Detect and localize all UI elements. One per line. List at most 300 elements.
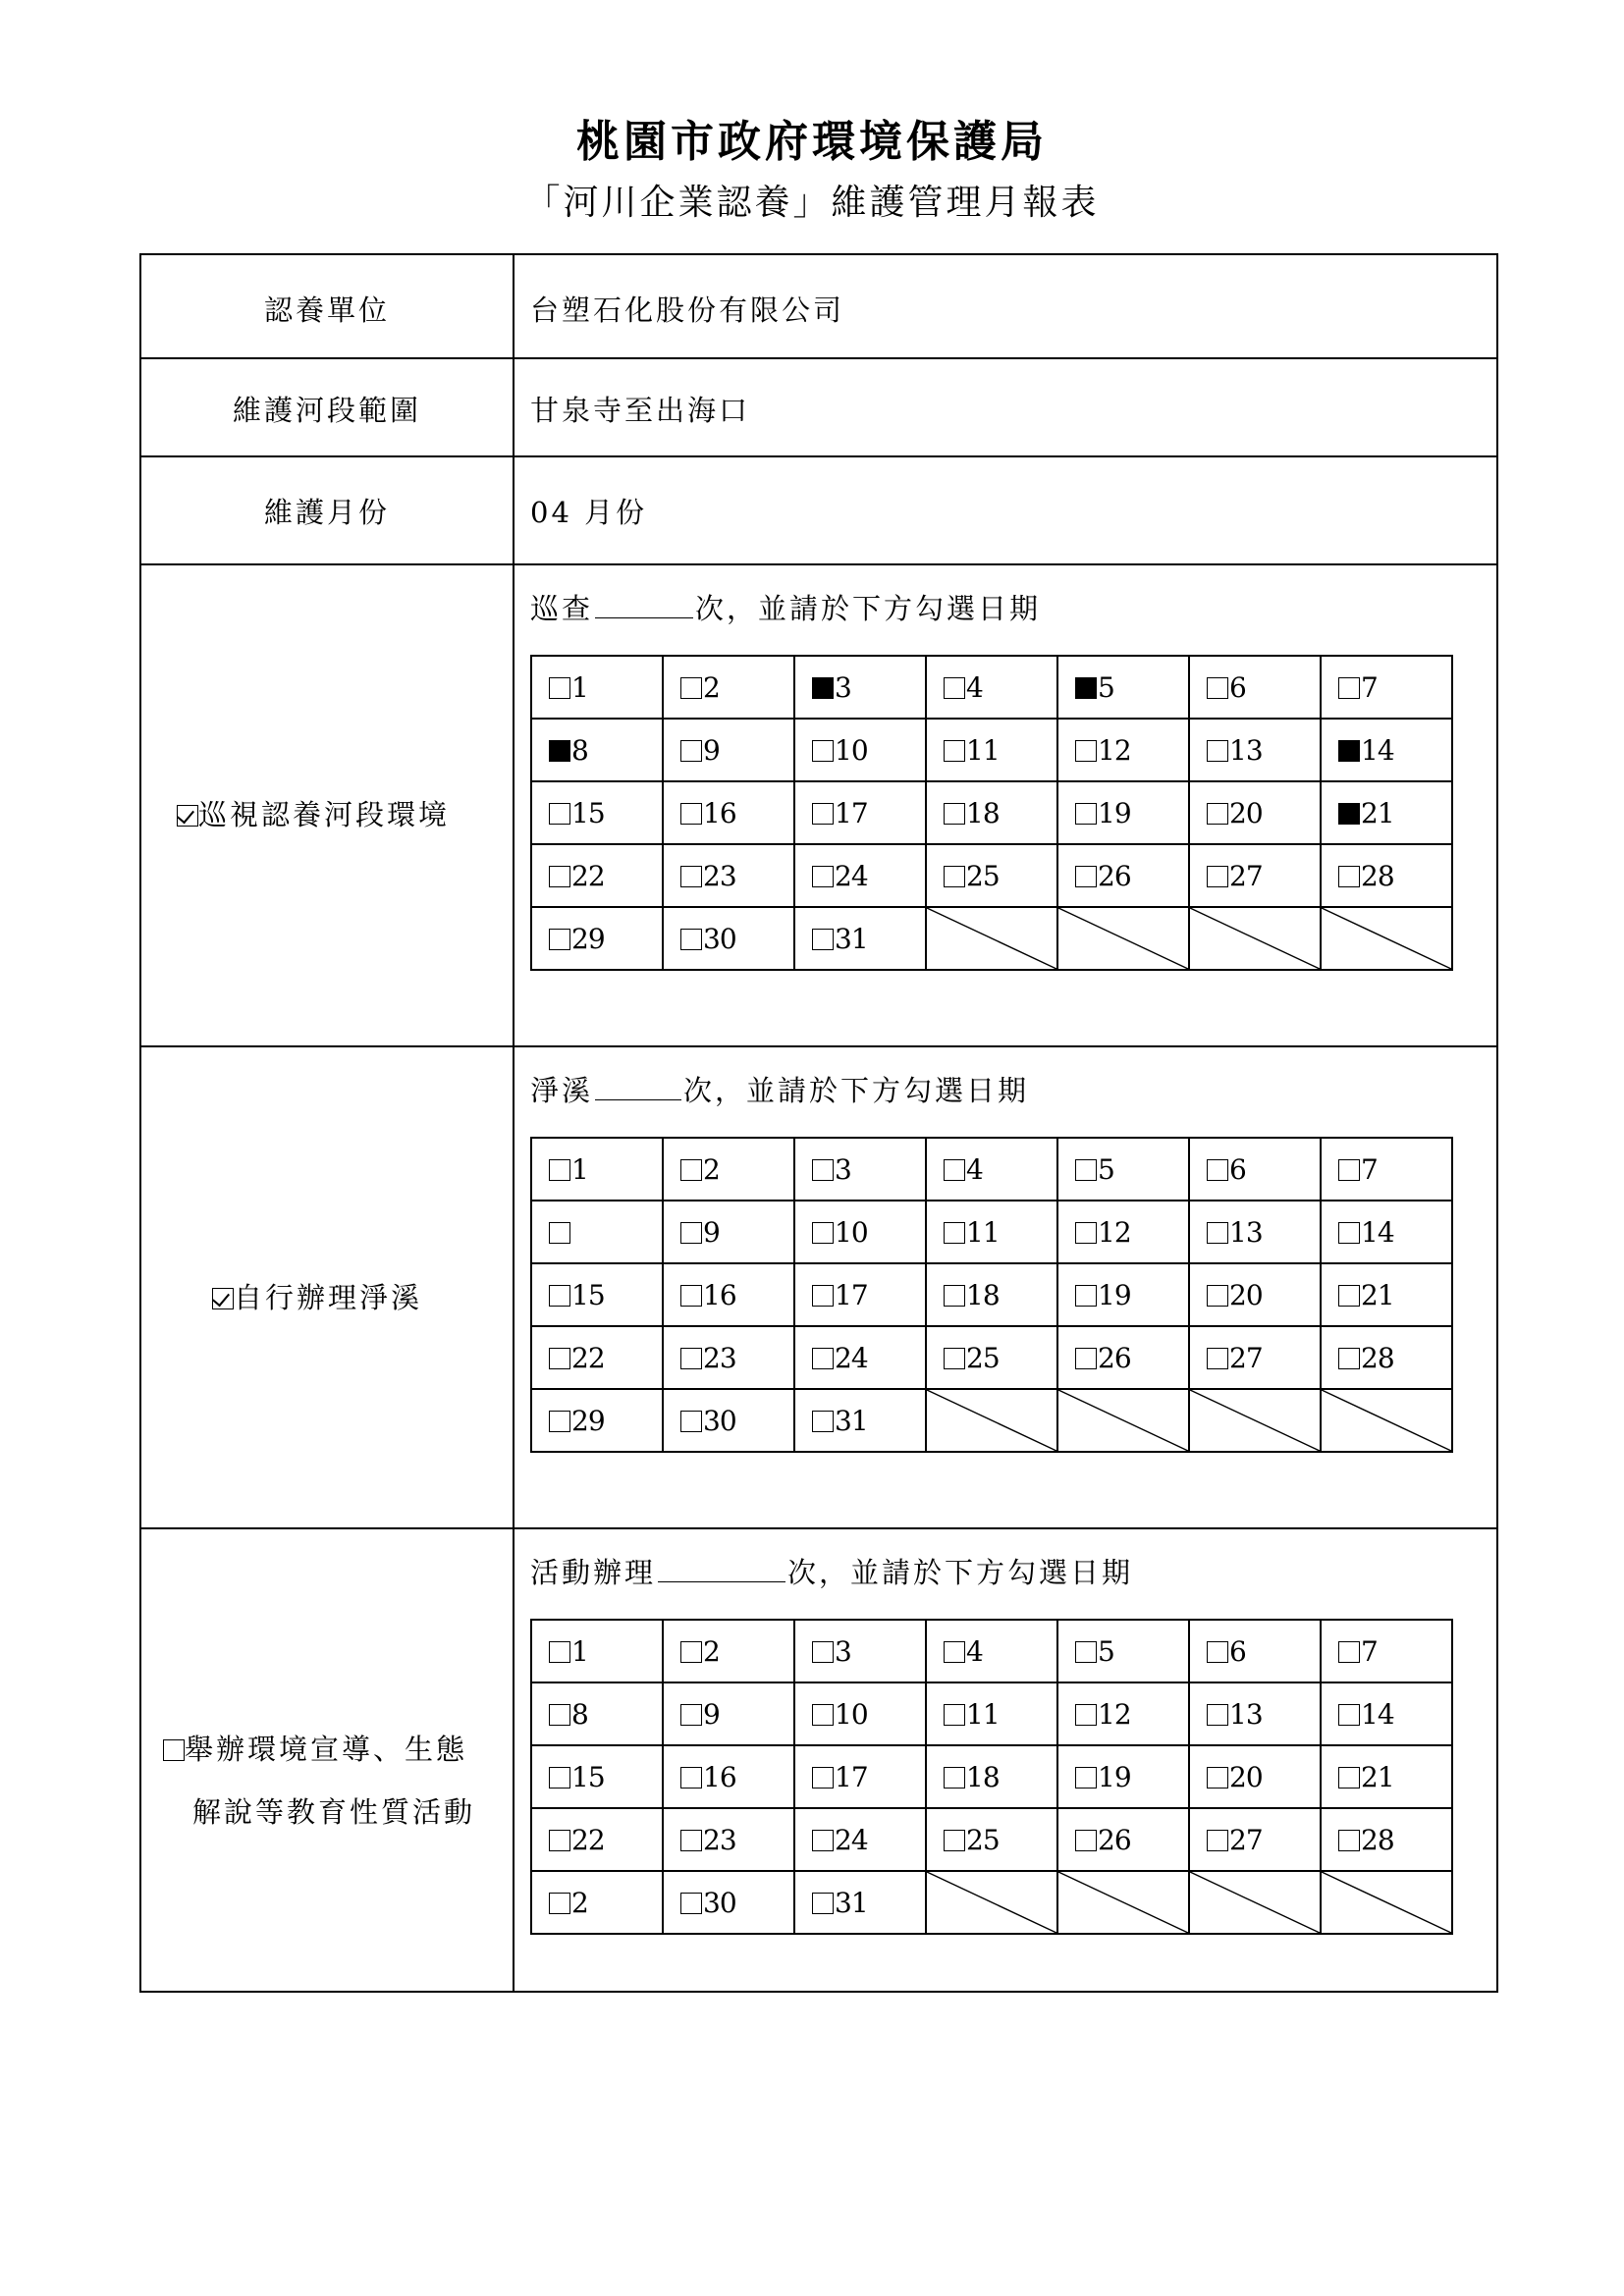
cleanup-instruction-prefix: 淨溪 xyxy=(530,1074,594,1107)
day-checkbox[interactable] xyxy=(1207,677,1228,699)
day-cell[interactable] xyxy=(663,1263,794,1326)
day-checkbox[interactable] xyxy=(812,677,834,699)
day-number: 10 xyxy=(835,1215,868,1249)
day-cell[interactable] xyxy=(794,1138,926,1201)
day-cell[interactable] xyxy=(531,1682,663,1745)
day-checkbox[interactable] xyxy=(944,1348,965,1369)
day-checkbox[interactable] xyxy=(944,677,965,699)
day-checkbox[interactable] xyxy=(1075,1285,1097,1307)
day-cell[interactable] xyxy=(1189,656,1321,719)
day-cell[interactable] xyxy=(663,1201,794,1263)
day-number: 15 xyxy=(571,1760,605,1793)
day-cell[interactable] xyxy=(531,844,663,907)
patrol-instruction-prefix: 巡查 xyxy=(530,592,594,625)
day-number: 19 xyxy=(1098,1278,1131,1311)
day-number: 1 xyxy=(571,1634,588,1668)
day-checkbox[interactable] xyxy=(549,740,570,762)
day-number: 29 xyxy=(571,1404,605,1437)
day-cell[interactable] xyxy=(926,1808,1057,1871)
day-cell[interactable] xyxy=(1057,1620,1189,1682)
day-cell[interactable] xyxy=(1057,1682,1189,1745)
day-number: 20 xyxy=(1229,796,1263,829)
day-checkbox[interactable] xyxy=(1207,803,1228,825)
day-cell[interactable] xyxy=(1321,1201,1452,1263)
day-cell[interactable] xyxy=(663,1682,794,1745)
day-checkbox[interactable] xyxy=(1338,1222,1360,1244)
day-cell[interactable] xyxy=(926,1138,1057,1201)
day-cell[interactable] xyxy=(1057,844,1189,907)
day-number: 17 xyxy=(835,1760,868,1793)
day-checkbox[interactable] xyxy=(1207,1830,1228,1851)
day-checkbox[interactable] xyxy=(944,1767,965,1789)
day-checkbox[interactable] xyxy=(1207,1222,1228,1244)
day-checkbox[interactable] xyxy=(1338,1641,1360,1663)
day-cell[interactable] xyxy=(1057,1745,1189,1808)
day-checkbox[interactable] xyxy=(1207,1704,1228,1726)
day-cell[interactable] xyxy=(794,1201,926,1263)
day-checkbox[interactable] xyxy=(1207,866,1228,887)
day-cell[interactable] xyxy=(663,1389,794,1452)
day-checkbox[interactable] xyxy=(680,803,702,825)
day-checkbox[interactable] xyxy=(549,1830,570,1851)
day-cell[interactable] xyxy=(1189,781,1321,844)
day-number: 31 xyxy=(835,1886,868,1919)
day-grid-row xyxy=(531,907,1452,970)
activity-count-field[interactable] xyxy=(658,1560,785,1582)
activity-section-title-line1: 舉辦環境宣導、生態 xyxy=(185,1733,468,1766)
day-checkbox[interactable] xyxy=(1338,1704,1360,1726)
day-cell[interactable] xyxy=(531,719,663,781)
day-grid-row xyxy=(531,1808,1452,1871)
day-number: 4 xyxy=(966,1634,983,1668)
day-checkbox[interactable] xyxy=(1207,1285,1228,1307)
day-checkbox[interactable] xyxy=(1338,740,1360,762)
day-cell[interactable] xyxy=(1321,781,1452,844)
activity-section-checkbox[interactable] xyxy=(163,1739,185,1761)
day-checkbox[interactable] xyxy=(549,803,570,825)
day-number: 3 xyxy=(835,670,851,704)
day-checkbox[interactable] xyxy=(812,1159,834,1181)
cleanup-section-checkbox[interactable] xyxy=(212,1288,234,1309)
day-checkbox[interactable] xyxy=(1207,1159,1228,1181)
cleanup-count-field[interactable] xyxy=(595,1078,681,1100)
day-cell[interactable] xyxy=(794,1263,926,1326)
day-number: 26 xyxy=(1098,859,1131,892)
day-checkbox[interactable] xyxy=(1075,1348,1097,1369)
empty-day-cell xyxy=(926,1871,1057,1934)
day-cell[interactable] xyxy=(663,1871,794,1934)
empty-day-cell xyxy=(1321,1389,1452,1452)
day-number: 5 xyxy=(1098,1634,1114,1668)
day-cell[interactable] xyxy=(794,1620,926,1682)
day-cell[interactable] xyxy=(926,1326,1057,1389)
empty-day-cell xyxy=(1057,1871,1189,1934)
day-checkbox[interactable] xyxy=(680,1285,702,1307)
day-number: 27 xyxy=(1229,1823,1263,1856)
cleanup-instruction-suffix: 次，並請於下方勾選日期 xyxy=(683,1074,1030,1107)
day-checkbox[interactable] xyxy=(1207,1641,1228,1663)
day-checkbox[interactable] xyxy=(549,1893,570,1914)
day-checkbox[interactable] xyxy=(812,1830,834,1851)
day-number: 7 xyxy=(1361,1634,1378,1668)
day-cell[interactable] xyxy=(531,1326,663,1389)
day-checkbox[interactable] xyxy=(812,929,834,950)
day-cell[interactable] xyxy=(531,1389,663,1452)
day-number: 13 xyxy=(1229,1697,1263,1731)
patrol-count-field[interactable] xyxy=(595,596,693,618)
diagonal-slash xyxy=(1322,1872,1451,1933)
day-number: 10 xyxy=(835,1697,868,1731)
day-grid-row xyxy=(531,719,1452,781)
day-number: 11 xyxy=(966,1697,1000,1731)
day-checkbox[interactable] xyxy=(1075,1767,1097,1789)
day-checkbox[interactable] xyxy=(1075,1830,1097,1851)
day-cell[interactable] xyxy=(926,656,1057,719)
day-number: 13 xyxy=(1229,1215,1263,1249)
day-checkbox[interactable] xyxy=(812,1222,834,1244)
day-checkbox[interactable] xyxy=(944,1285,965,1307)
day-cell[interactable] xyxy=(663,1138,794,1201)
day-checkbox[interactable] xyxy=(1338,866,1360,887)
day-number: 7 xyxy=(1361,670,1378,704)
day-checkbox[interactable] xyxy=(1338,677,1360,699)
day-checkbox[interactable] xyxy=(680,1411,702,1432)
day-cell[interactable] xyxy=(1057,1201,1189,1263)
day-cell[interactable] xyxy=(926,1745,1057,1808)
day-cell[interactable] xyxy=(1189,1808,1321,1871)
day-checkbox[interactable] xyxy=(680,740,702,762)
day-cell[interactable] xyxy=(663,844,794,907)
day-checkbox[interactable] xyxy=(1207,1348,1228,1369)
diagonal-slash xyxy=(927,908,1056,969)
day-number: 23 xyxy=(703,1823,736,1856)
day-number: 25 xyxy=(966,1341,1000,1374)
diagonal-slash xyxy=(1058,1872,1188,1933)
day-cell[interactable] xyxy=(663,1745,794,1808)
row-divider xyxy=(141,563,1496,565)
day-checkbox[interactable] xyxy=(549,1222,570,1244)
empty-day-cell xyxy=(1189,1389,1321,1452)
adopter-label: 認養單位 xyxy=(263,294,390,327)
day-checkbox[interactable] xyxy=(1338,1830,1360,1851)
day-number: 21 xyxy=(1361,1278,1394,1311)
day-checkbox[interactable] xyxy=(944,1159,965,1181)
day-checkbox[interactable] xyxy=(944,1704,965,1726)
day-number: 31 xyxy=(835,1404,868,1437)
day-checkbox[interactable] xyxy=(1075,1704,1097,1726)
empty-day-cell xyxy=(926,1389,1057,1452)
day-checkbox[interactable] xyxy=(944,866,965,887)
day-cell[interactable] xyxy=(926,1682,1057,1745)
day-checkbox[interactable] xyxy=(680,1641,702,1663)
day-cell[interactable] xyxy=(663,781,794,844)
day-number: 11 xyxy=(966,1215,1000,1249)
activity-day-grid xyxy=(530,1619,1453,1935)
day-checkbox[interactable] xyxy=(944,1830,965,1851)
diagonal-slash xyxy=(1190,1390,1320,1451)
day-number: 9 xyxy=(703,733,720,767)
day-number: 2 xyxy=(703,1152,720,1186)
day-number: 24 xyxy=(835,1823,868,1856)
day-cell[interactable] xyxy=(926,1620,1057,1682)
day-cell[interactable] xyxy=(794,1871,926,1934)
day-cell[interactable] xyxy=(794,1682,926,1745)
day-cell[interactable] xyxy=(1321,1138,1452,1201)
day-cell[interactable] xyxy=(1189,1620,1321,1682)
day-cell[interactable] xyxy=(1189,1682,1321,1745)
day-checkbox[interactable] xyxy=(1338,1348,1360,1369)
patrol-instruction xyxy=(530,587,1041,627)
day-checkbox[interactable] xyxy=(1338,1285,1360,1307)
day-cell[interactable] xyxy=(663,1326,794,1389)
day-cell[interactable] xyxy=(663,907,794,970)
day-number: 9 xyxy=(703,1215,720,1249)
day-number: 5 xyxy=(1098,1152,1114,1186)
day-checkbox[interactable] xyxy=(680,1159,702,1181)
day-number: 23 xyxy=(703,859,736,892)
day-checkbox[interactable] xyxy=(680,866,702,887)
activity-section-title-line2: 解說等教育性質活動 xyxy=(192,1795,476,1829)
day-cell[interactable] xyxy=(1321,1745,1452,1808)
day-number: 18 xyxy=(966,796,1000,829)
day-checkbox[interactable] xyxy=(1207,1767,1228,1789)
day-cell[interactable] xyxy=(531,1620,663,1682)
day-checkbox[interactable] xyxy=(944,1641,965,1663)
day-cell[interactable] xyxy=(663,719,794,781)
day-cell[interactable] xyxy=(1189,844,1321,907)
day-cell[interactable] xyxy=(794,1326,926,1389)
day-cell[interactable] xyxy=(1321,1682,1452,1745)
empty-day-cell xyxy=(1321,1871,1452,1934)
day-cell[interactable] xyxy=(1057,1808,1189,1871)
day-number: 23 xyxy=(703,1341,736,1374)
day-checkbox[interactable] xyxy=(549,1641,570,1663)
day-grid-row xyxy=(531,1326,1452,1389)
day-checkbox[interactable] xyxy=(1075,1222,1097,1244)
day-cell[interactable] xyxy=(1057,719,1189,781)
day-checkbox[interactable] xyxy=(1075,1159,1097,1181)
day-number: 18 xyxy=(966,1760,1000,1793)
day-number: 27 xyxy=(1229,1341,1263,1374)
day-cell[interactable] xyxy=(794,1389,926,1452)
day-checkbox[interactable] xyxy=(812,1767,834,1789)
day-cell[interactable] xyxy=(531,1138,663,1201)
empty-day-cell xyxy=(1321,907,1452,970)
day-cell[interactable] xyxy=(531,781,663,844)
day-checkbox[interactable] xyxy=(680,1704,702,1726)
diagonal-slash xyxy=(1190,908,1320,969)
day-checkbox[interactable] xyxy=(549,1704,570,1726)
day-cell[interactable] xyxy=(1189,1745,1321,1808)
page-title: 桃園市政府環境保護局 xyxy=(576,117,1048,167)
day-number: 11 xyxy=(966,733,1000,767)
day-cell[interactable] xyxy=(1189,719,1321,781)
day-cell[interactable] xyxy=(1057,1263,1189,1326)
day-checkbox[interactable] xyxy=(680,1767,702,1789)
day-cell[interactable] xyxy=(1057,656,1189,719)
day-checkbox[interactable] xyxy=(812,1704,834,1726)
day-number: 14 xyxy=(1361,1215,1394,1249)
day-cell[interactable] xyxy=(1321,656,1452,719)
day-number: 31 xyxy=(835,922,868,955)
day-checkbox[interactable] xyxy=(549,1159,570,1181)
day-number: 1 xyxy=(571,1152,588,1186)
day-number: 5 xyxy=(1098,670,1114,704)
day-number: 25 xyxy=(966,859,1000,892)
day-number: 28 xyxy=(1361,859,1394,892)
diagonal-slash xyxy=(1190,1872,1320,1933)
day-checkbox[interactable] xyxy=(549,1285,570,1307)
day-checkbox[interactable] xyxy=(812,1285,834,1307)
diagonal-slash xyxy=(927,1390,1056,1451)
day-cell[interactable] xyxy=(926,781,1057,844)
activity-instruction-suffix: 次，並請於下方勾選日期 xyxy=(787,1556,1134,1589)
day-checkbox[interactable] xyxy=(812,740,834,762)
day-number: 2 xyxy=(703,670,720,704)
row-divider xyxy=(141,357,1496,359)
day-cell[interactable] xyxy=(1321,1808,1452,1871)
day-cell[interactable] xyxy=(663,1620,794,1682)
day-number: 14 xyxy=(1361,1697,1394,1731)
day-number: 2 xyxy=(571,1886,588,1919)
day-cell[interactable] xyxy=(926,1263,1057,1326)
day-cell[interactable] xyxy=(531,907,663,970)
day-grid-row xyxy=(531,781,1452,844)
day-checkbox[interactable] xyxy=(680,929,702,950)
day-checkbox[interactable] xyxy=(944,1222,965,1244)
day-number: 22 xyxy=(571,1823,605,1856)
day-cell[interactable] xyxy=(1189,1263,1321,1326)
day-checkbox[interactable] xyxy=(549,677,570,699)
day-number: 14 xyxy=(1361,733,1394,767)
day-cell[interactable] xyxy=(794,844,926,907)
day-cell[interactable] xyxy=(1189,1201,1321,1263)
day-cell[interactable] xyxy=(794,656,926,719)
diagonal-slash xyxy=(927,1872,1056,1933)
day-number: 12 xyxy=(1098,733,1131,767)
row-divider xyxy=(141,1045,1496,1047)
empty-day-cell xyxy=(1189,1871,1321,1934)
month-label: 維護月份 xyxy=(263,496,390,529)
day-checkbox[interactable] xyxy=(680,1893,702,1914)
day-cell[interactable] xyxy=(794,907,926,970)
empty-day-cell xyxy=(1057,1389,1189,1452)
day-checkbox[interactable] xyxy=(812,866,834,887)
day-checkbox[interactable] xyxy=(1207,740,1228,762)
day-cell[interactable] xyxy=(1057,781,1189,844)
day-cell[interactable] xyxy=(926,844,1057,907)
day-cell[interactable] xyxy=(531,1201,663,1263)
day-checkbox[interactable] xyxy=(549,866,570,887)
day-cell[interactable] xyxy=(794,1745,926,1808)
day-checkbox[interactable] xyxy=(812,803,834,825)
empty-day-cell xyxy=(1057,907,1189,970)
day-checkbox[interactable] xyxy=(1338,803,1360,825)
day-number: 17 xyxy=(835,796,868,829)
day-cell[interactable] xyxy=(1189,1326,1321,1389)
day-cell[interactable] xyxy=(1321,719,1452,781)
day-checkbox[interactable] xyxy=(549,929,570,950)
day-checkbox[interactable] xyxy=(1075,740,1097,762)
day-checkbox[interactable] xyxy=(1075,866,1097,887)
day-checkbox[interactable] xyxy=(1075,677,1097,699)
diagonal-slash xyxy=(1322,908,1451,969)
day-cell[interactable] xyxy=(1321,1263,1452,1326)
day-cell[interactable] xyxy=(1189,1138,1321,1201)
day-checkbox[interactable] xyxy=(944,740,965,762)
day-checkbox[interactable] xyxy=(680,1830,702,1851)
day-cell[interactable] xyxy=(663,656,794,719)
day-number: 18 xyxy=(966,1278,1000,1311)
day-cell[interactable] xyxy=(1057,1138,1189,1201)
day-number: 8 xyxy=(571,1697,588,1731)
day-number: 13 xyxy=(1229,733,1263,767)
day-number: 15 xyxy=(571,1278,605,1311)
day-cell[interactable] xyxy=(1321,844,1452,907)
day-number: 12 xyxy=(1098,1215,1131,1249)
day-checkbox[interactable] xyxy=(549,1767,570,1789)
day-number: 25 xyxy=(966,1823,1000,1856)
day-checkbox[interactable] xyxy=(1075,1641,1097,1663)
empty-day-cell xyxy=(1189,907,1321,970)
day-checkbox[interactable] xyxy=(680,677,702,699)
day-cell[interactable] xyxy=(1321,1326,1452,1389)
day-checkbox[interactable] xyxy=(549,1411,570,1432)
day-cell[interactable] xyxy=(531,656,663,719)
day-number: 3 xyxy=(835,1634,851,1668)
river-section-value[interactable]: 甘泉寺至出海口 xyxy=(530,394,751,427)
day-checkbox[interactable] xyxy=(812,1893,834,1914)
day-number: 20 xyxy=(1229,1278,1263,1311)
cleanup-instruction xyxy=(530,1069,1029,1109)
day-cell[interactable] xyxy=(531,1263,663,1326)
day-checkbox[interactable] xyxy=(1075,803,1097,825)
day-cell[interactable] xyxy=(1057,1326,1189,1389)
day-number: 19 xyxy=(1098,1760,1131,1793)
day-checkbox[interactable] xyxy=(1338,1767,1360,1789)
day-checkbox[interactable] xyxy=(812,1641,834,1663)
day-checkbox[interactable] xyxy=(812,1348,834,1369)
day-cell[interactable] xyxy=(794,781,926,844)
day-checkbox[interactable] xyxy=(944,803,965,825)
day-number: 24 xyxy=(835,1341,868,1374)
month-value[interactable]: 04 月份 xyxy=(530,496,648,529)
day-checkbox[interactable] xyxy=(812,1411,834,1432)
day-grid-row xyxy=(531,1389,1452,1452)
day-checkbox[interactable] xyxy=(549,1348,570,1369)
day-cell[interactable] xyxy=(794,1808,926,1871)
patrol-section-checkbox[interactable] xyxy=(177,805,198,827)
day-cell[interactable] xyxy=(926,719,1057,781)
day-grid-row xyxy=(531,1620,1452,1682)
day-number: 21 xyxy=(1361,796,1394,829)
day-number: 26 xyxy=(1098,1823,1131,1856)
day-number: 4 xyxy=(966,670,983,704)
day-number: 30 xyxy=(703,1404,736,1437)
day-cell[interactable] xyxy=(531,1808,663,1871)
day-cell[interactable] xyxy=(531,1745,663,1808)
day-cell[interactable] xyxy=(1321,1620,1452,1682)
day-checkbox[interactable] xyxy=(1338,1159,1360,1181)
day-cell[interactable] xyxy=(794,719,926,781)
diagonal-slash xyxy=(1058,908,1188,969)
day-cell[interactable] xyxy=(926,1201,1057,1263)
day-checkbox[interactable] xyxy=(680,1222,702,1244)
day-checkbox[interactable] xyxy=(680,1348,702,1369)
day-cell[interactable] xyxy=(531,1871,663,1934)
adopter-value[interactable]: 台塑石化股份有限公司 xyxy=(530,294,845,327)
day-cell[interactable] xyxy=(663,1808,794,1871)
